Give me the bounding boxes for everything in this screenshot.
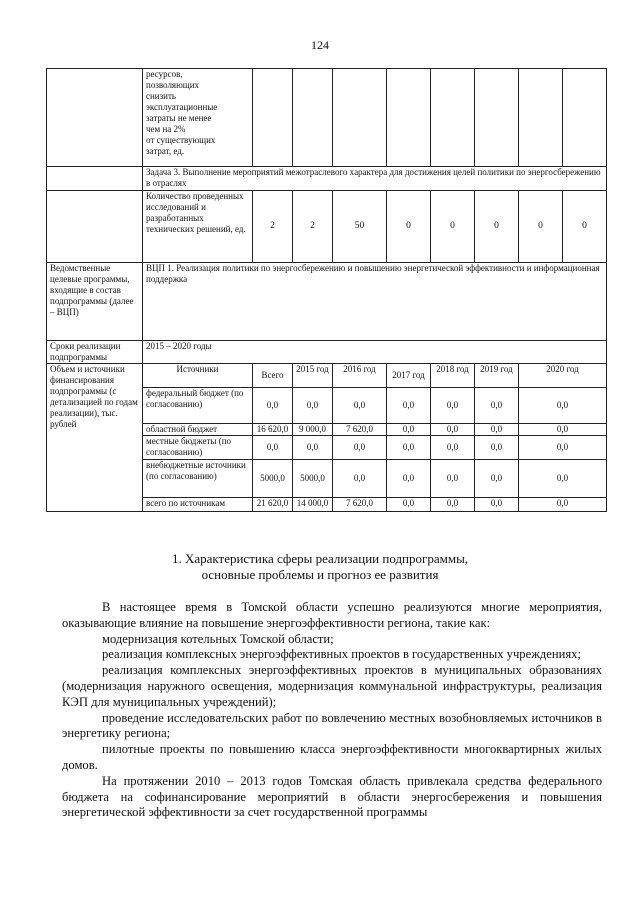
table-row [47,341,607,364]
paragraph: На протяжении 2010 – 2013 годов Томская область привлекала средства федерального бюджета на софинансирование мероприятий в области энергосбережения и повышения энергетической эффективности за счет государственной программы [62,773,602,820]
vcp-label: Ведомственные целевые программы, входящие в состав подпрограммы (далее – ВЦП) [47,263,143,341]
page-number: 124 [311,38,329,52]
table-row: областной бюджет 16 620,0 9 000,0 7 620,0 0,0 0,0 0,0 0,0 [47,424,607,436]
table-row: местные бюджеты (по согласованию) 0,0 0,0 0,0 0,0 0,0 0,0 0,0 [47,436,607,460]
table-row: всего по источникам 21 620,0 14 000,0 7 620,0 0,0 0,0 0,0 0,0 [47,498,607,512]
section-title: 1. Характеристика сферы реализации подпрограммы, основные проблемы и прогноз ее развития [171,551,469,582]
finance-label: Объем и источники финансирования подпрограммы (с детализацией по годам реализации), тыс. рублей [47,364,143,512]
table-row [47,263,607,341]
paragraph: пилотные проекты по повышению класса энергоэффективности многоквартирных жилых домов. [62,742,602,772]
task3-indicator: Количество проведенных исследований и разработанных технических решений, ед. [143,191,253,263]
measure-text: ресурсов, позволяющих снизить эксплуатационные затраты не менее чем на 2% от существующих затрат, ед. [143,69,253,167]
table-row [47,69,607,167]
passport-table [46,68,607,512]
paragraph: модернизация котельных Томской области; [102,631,334,646]
table-row: федеральный бюджет (по согласованию) 0,0 0,0 0,0 0,0 0,0 0,0 0,0 [47,388,607,424]
table-row: Объем и источники финансирования подпрограммы (с детализацией по годам реализации), тыс. рублей Источники Всего 2015 год 2016 год 2017 год 2018 год 2019 год 2020 год [47,364,607,388]
table-row: внебюджетные источники (по согласованию) 5000,0 5000,0 0,0 0,0 0,0 0,0 0,0 [47,460,607,498]
terms-label: Сроки реализации подпрограммы [47,341,143,364]
body-text [62,600,602,821]
task3-title: Задача 3. Выполнение мероприятий межотраслевого характера для достижения целей политики по энергосбережению в отраслях [143,167,607,191]
terms-text: 2015 – 2020 годы [143,341,607,364]
paragraph: проведение исследовательских работ по вовлечению местных возобновляемых источников в энергетику региона; [62,710,602,741]
paragraph: В настоящее время в Томской области успешно реализуются многие мероприятия, оказывающие влияние на повышение энергоэффективности региона, такие как: [62,600,602,630]
paragraph: реализация комплексных энергоэффективных проектов в государственных учреждениях; [102,647,581,662]
table-row [47,167,607,191]
table-row: Количество проведенных исследований и разработанных технических решений, ед. 2 2 50 0 0 0 0 0 [47,191,607,263]
paragraph: реализация комплексных энергоэффективных проектов в муниципальных образованиях (модернизация наружного освещения, модернизация коммунальной инфраструктуры, реализация КЭП для муниципальных учреждений); [62,663,602,709]
vcp-text: ВЦП 1. Реализация политики по энергосбережению и повышению энергетической эффективности и информационная поддержка [143,263,607,341]
